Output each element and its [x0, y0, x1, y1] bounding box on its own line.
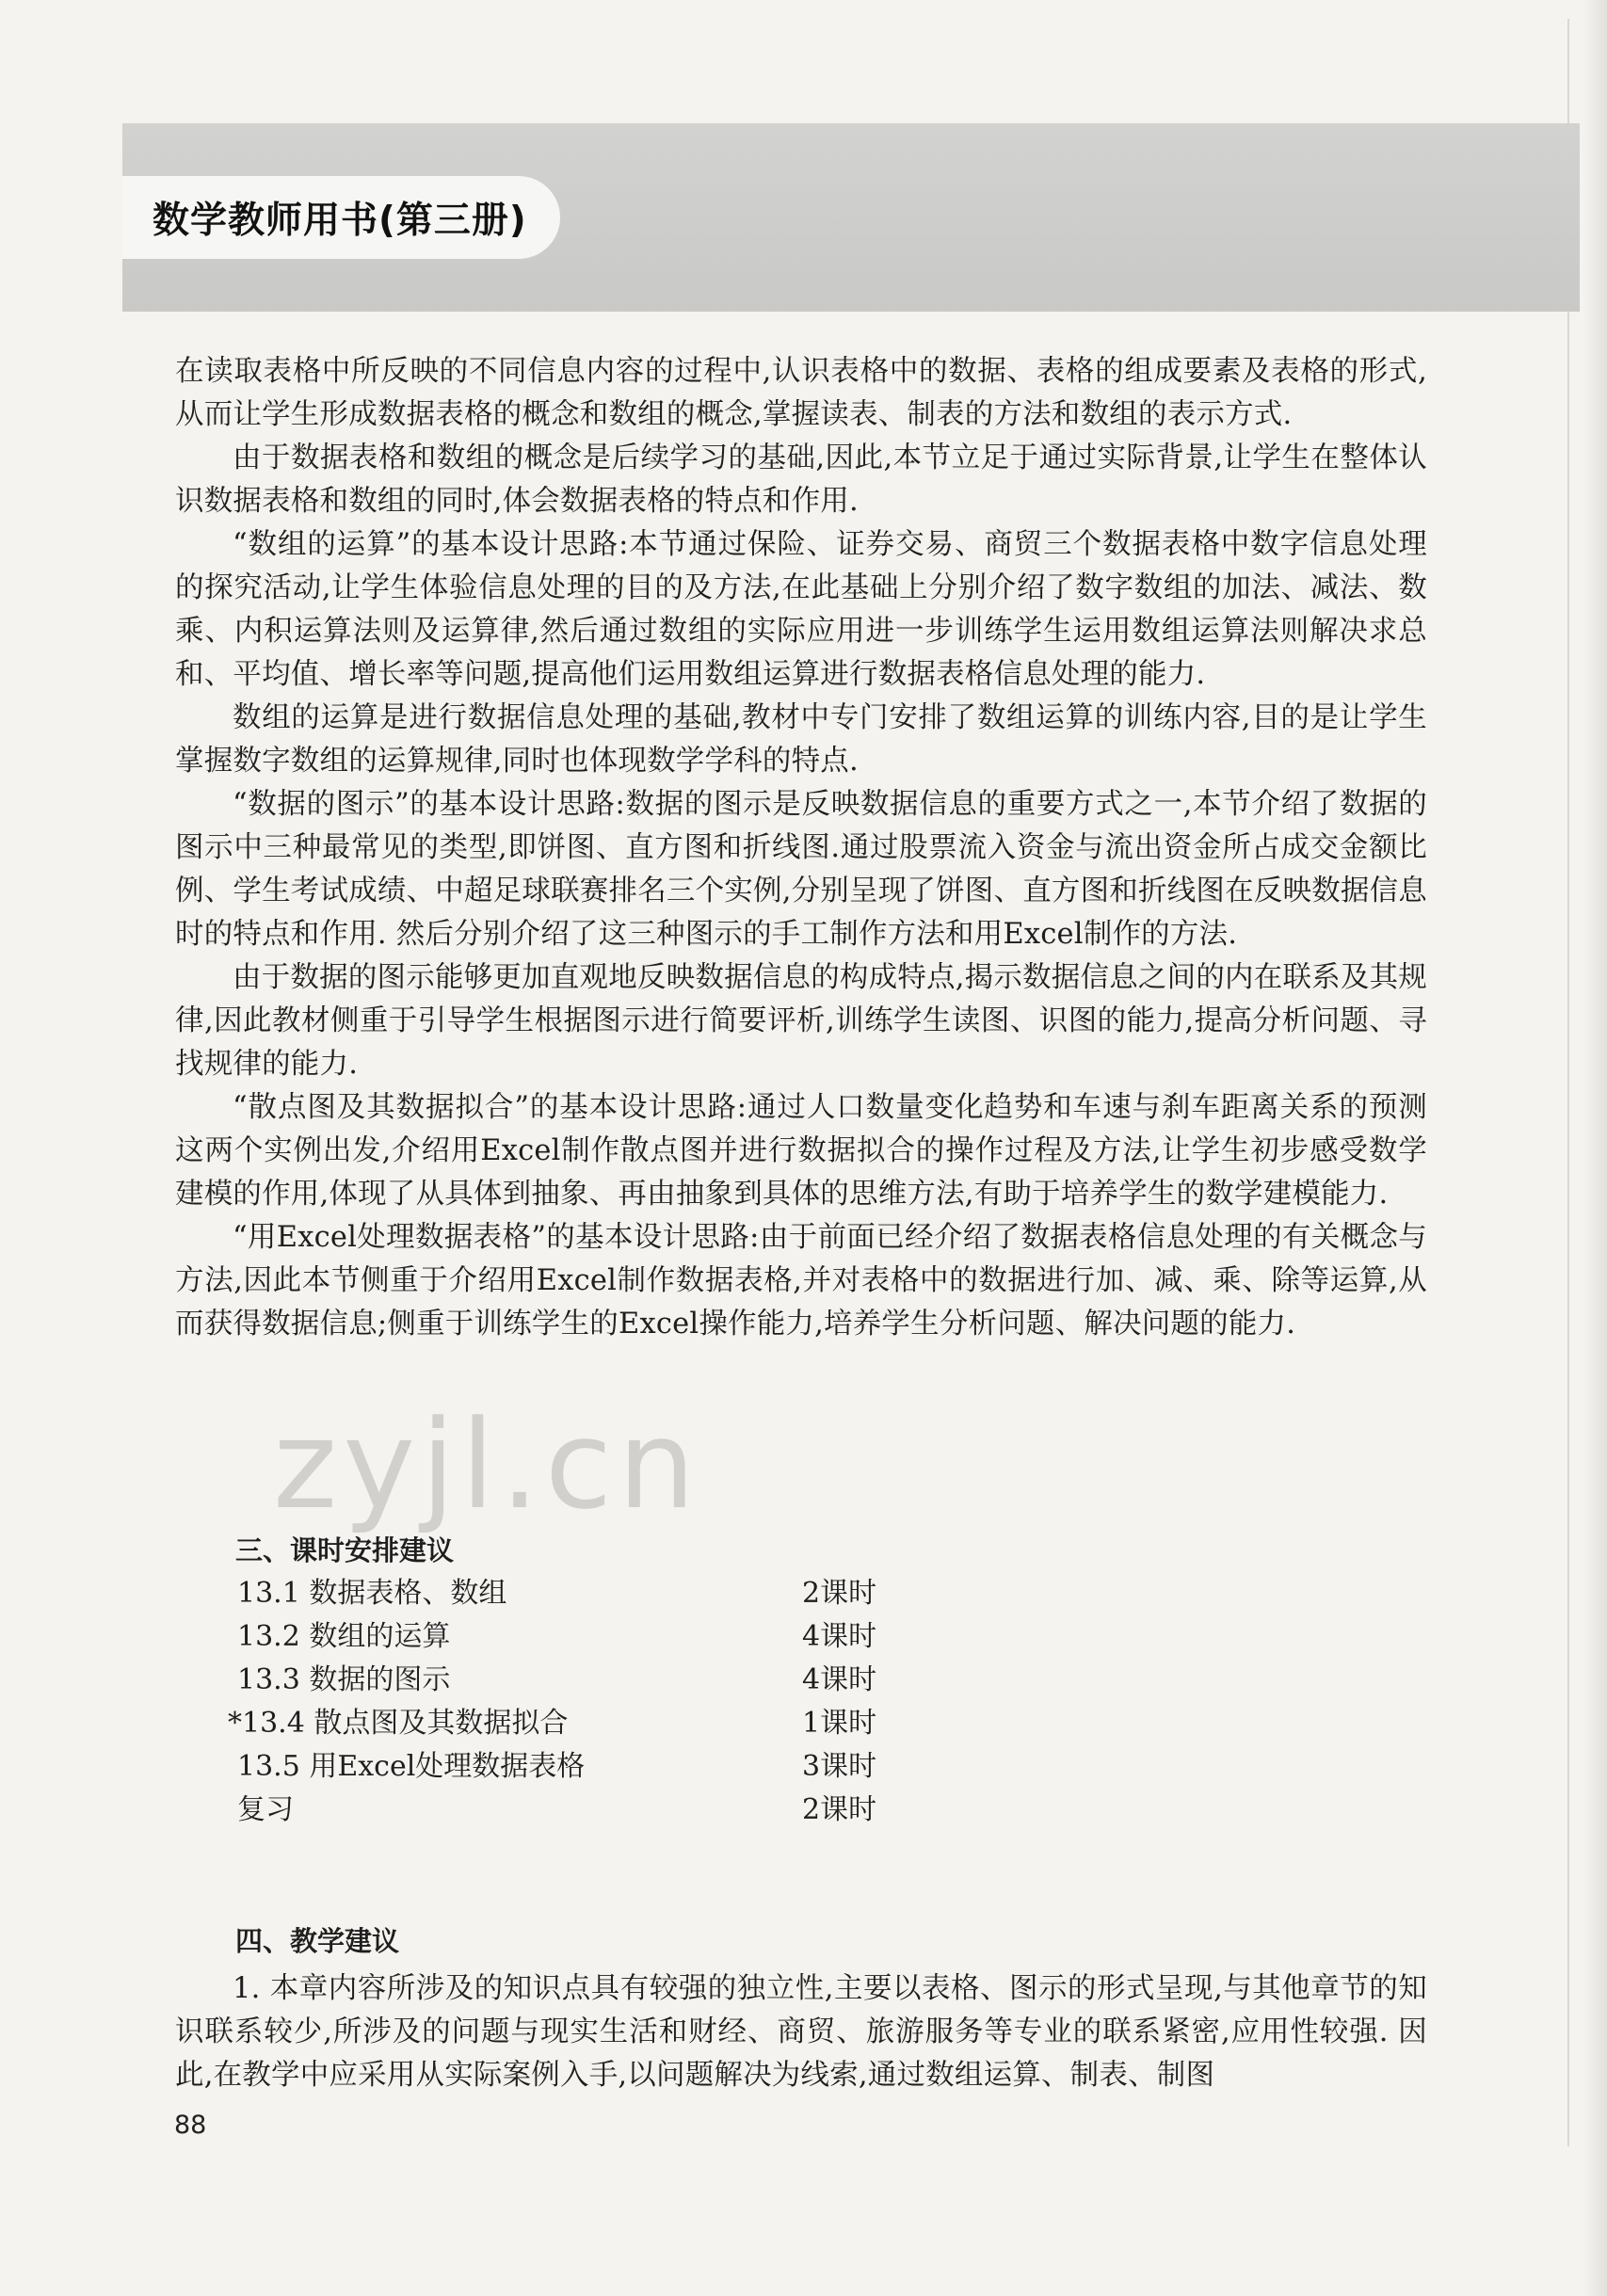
schedule-hours: 4课时 — [802, 1620, 877, 1653]
watermark: zyjl.cn — [273, 1393, 701, 1536]
schedule-topic: 13.2 数组的运算 — [237, 1620, 451, 1653]
book-title: 数学教师用书(第三册) — [153, 200, 527, 242]
schedule-row — [237, 1745, 896, 1789]
schedule-hours: 4课时 — [802, 1663, 877, 1696]
paragraph: 由于数据表格和数组的概念是后续学习的基础,因此,本节立足于通过实际背景,让学生在整体认识数据表格和数组的同时,体会数据表格的特点和作用. — [175, 442, 1427, 518]
paragraph: “散点图及其数据拟合”的基本设计思路:通过人口数量变化趋势和车速与刹车距离关系的预测这两个实例出发,介绍用Excel制作散点图并进行数据拟合的操作过程及方法,让学生初步感受数学建模的作用,体现了从具体到抽象、再由抽象到具体的思维方法,有助于培养学生的数学建模能力. — [175, 1091, 1427, 1211]
schedule-hours: 2课时 — [802, 1577, 877, 1610]
schedule-hours: 3课时 — [802, 1750, 877, 1783]
schedule-row — [237, 1789, 896, 1832]
paragraph: 数组的运算是进行数据信息处理的基础,教材中专门安排了数组运算的训练内容,目的是让学生掌握数字数组的运算规律,同时也体现数学学科的特点. — [175, 701, 1427, 778]
schedule-topic: 复习 — [237, 1793, 294, 1826]
paragraph: 1. 本章内容所涉及的知识点具有较强的独立性,主要以表格、图示的形式呈现,与其他章节的知识联系较少,所涉及的问题与现实生活和财经、商贸、旅游服务等专业的联系紧密,应用性较强. 因此,在教学中应采用从实际案例入手,以问题解决为线索,通过数组运算、制表、制图 — [175, 1972, 1427, 2092]
paragraph: “数据的图示”的基本设计思路:数据的图示是反映数据信息的重要方式之一,本节介绍了数据的图示中三种最常见的类型,即饼图、直方图和折线图.通过股票流入资金与流出资金所占成交金额比例、学生考试成绩、中超足球联赛排名三个实例,分别呈现了饼图、直方图和折线图在反映数据信息时的特点和作用. 然后分别介绍了这三种图示的手工制作方法和用Excel制作的方法. — [175, 788, 1427, 951]
schedule-topic: 13.3 数据的图示 — [237, 1663, 451, 1696]
page-edge-line — [1567, 19, 1569, 2146]
schedule-row — [228, 1702, 896, 1745]
schedule-row — [237, 1572, 896, 1615]
schedule-topic: *13.4 散点图及其数据拟合 — [228, 1707, 569, 1740]
schedule-row — [237, 1615, 896, 1659]
paragraph: 由于数据的图示能够更加直观地反映数据信息的构成特点,揭示数据信息之间的内在联系及其规律,因此教材侧重于引导学生根据图示进行简要评析,训练学生读图、识图的能力,提高分析问题、寻找规律的能力. — [175, 961, 1427, 1081]
page-edge-shadow — [1583, 0, 1607, 2296]
schedule-hours: 1课时 — [802, 1707, 877, 1740]
header-label — [122, 176, 560, 259]
paragraph: 在读取表格中所反映的不同信息内容的过程中,认识表格中的数据、表格的组成要素及表格的形式,从而让学生形成数据表格的概念和数组的概念,掌握读表、制表的方法和数组的表示方式. — [175, 355, 1427, 431]
schedule-hours: 2课时 — [802, 1793, 877, 1826]
paragraph: “用Excel处理数据表格”的基本设计思路:由于前面已经介绍了数据表格信息处理的有关概念与方法,因此本节侧重于介绍用Excel制作数据表格,并对表格中的数据进行加、减、乘、除等运算,从而获得数据信息;侧重于训练学生的Excel操作能力,培养学生分析问题、解决问题的能力. — [175, 1221, 1427, 1341]
schedule-row — [237, 1659, 896, 1702]
body-text-section4 — [175, 1967, 1427, 2097]
section-heading-schedule: 三、课时安排建议 — [235, 1534, 455, 1566]
section-heading-teaching: 四、教学建议 — [235, 1925, 400, 1957]
schedule-list — [228, 1572, 896, 1832]
body-text — [175, 350, 1427, 1346]
paragraph: “数组的运算”的基本设计思路:本节通过保险、证券交易、商贸三个数据表格中数字信息处理的探究活动,让学生体验信息处理的目的及方法,在此基础上分别介绍了数字数组的加法、减法、数乘、内积运算法则及运算律,然后通过数组的实际应用进一步训练学生运用数组运算法则解决求总和、平均值、增长率等问题,提高他们运用数组运算进行数据表格信息处理的能力. — [175, 528, 1427, 691]
schedule-topic: 13.1 数据表格、数组 — [237, 1577, 507, 1610]
page-number: 88 — [174, 2111, 207, 2140]
schedule-topic: 13.5 用Excel处理数据表格 — [237, 1750, 586, 1783]
